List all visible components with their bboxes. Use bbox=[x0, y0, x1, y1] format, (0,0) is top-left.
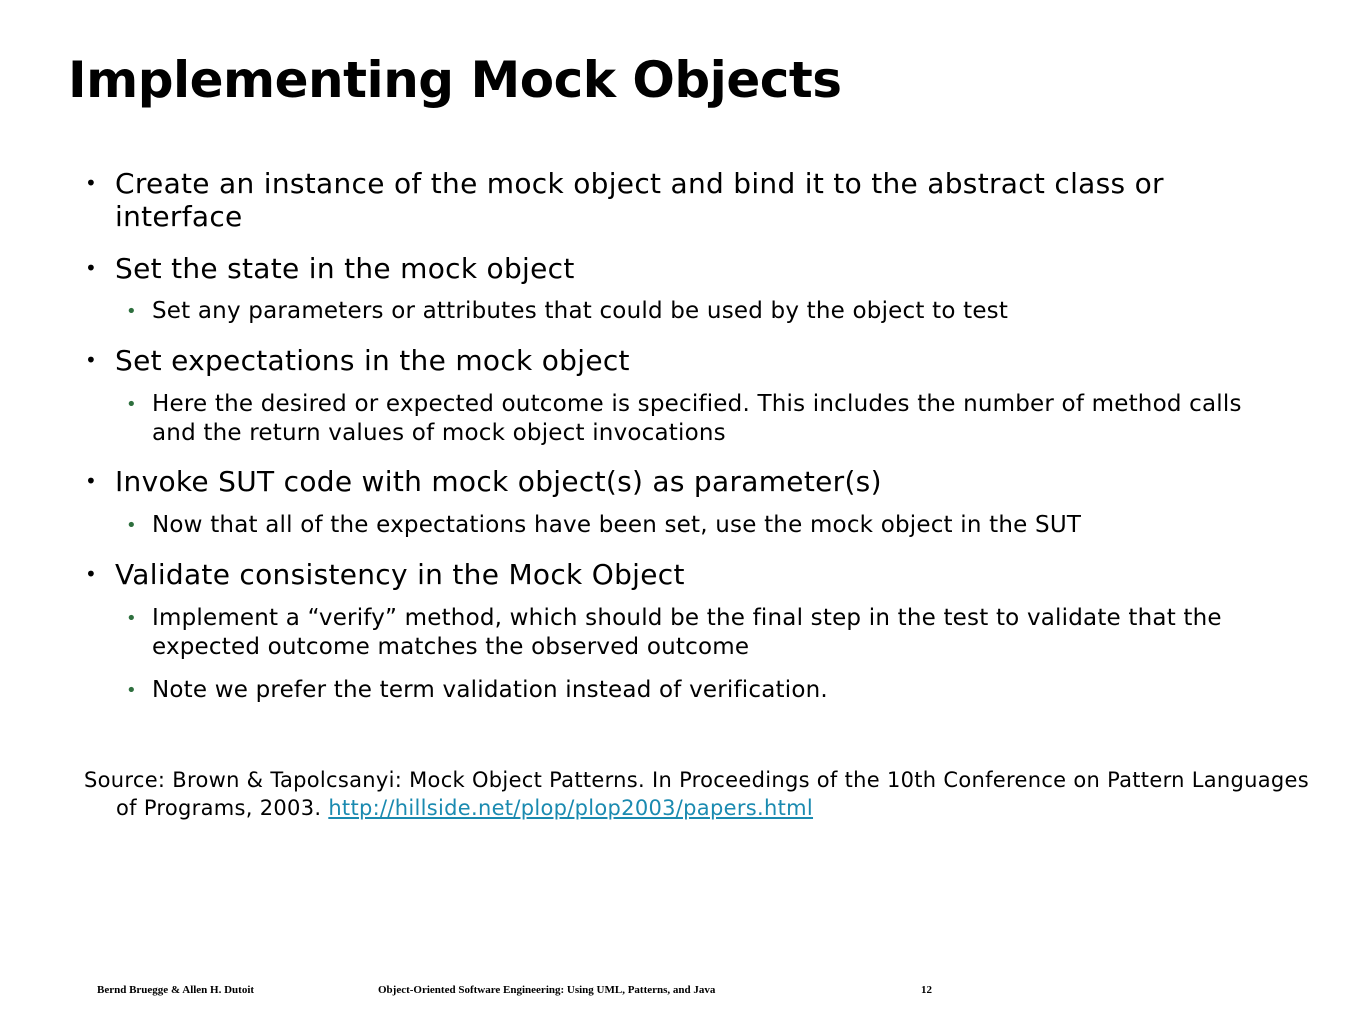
bullet-marker: • bbox=[85, 171, 98, 195]
slide-title: Implementing Mock Objects bbox=[68, 51, 842, 109]
bullet-marker: • bbox=[85, 256, 98, 280]
bullet-text: Validate consistency in the Mock Object bbox=[115, 558, 685, 591]
sub-bullet-text: Now that all of the expectations have been set, use the mock object in the SUT bbox=[152, 512, 1082, 538]
bullet-item bbox=[85, 558, 1295, 591]
source-citation bbox=[84, 766, 1336, 822]
footer-page-number: 12 bbox=[921, 984, 932, 996]
bullet-text: Set expectations in the mock object bbox=[115, 344, 630, 377]
sub-bullet-item bbox=[126, 511, 1272, 540]
sub-bullet-text: Implement a “verify” method, which should be the final step in the test to validate that the expected outcome matches the observed outcome bbox=[152, 605, 1222, 660]
bullet-item bbox=[85, 167, 1295, 233]
bullet-marker: • bbox=[85, 469, 98, 493]
sub-bullet-marker: • bbox=[126, 301, 137, 322]
source-text: Source: Brown & Tapolcsanyi: Mock Object Patterns. In Proceedings of the 10th Conference on Pattern Languages of Programs, 2003. bbox=[84, 768, 1309, 820]
sub-bullet-text: Set any parameters or attributes that could be used by the object to test bbox=[152, 298, 1009, 324]
footer-book-title: Object-Oriented Software Engineering: Using UML, Patterns, and Java bbox=[378, 984, 716, 996]
footer-authors: Bernd Bruegge & Allen H. Dutoit bbox=[97, 984, 255, 996]
sub-bullet-marker: • bbox=[126, 394, 137, 415]
sub-bullet-item bbox=[126, 604, 1272, 662]
bullet-marker: • bbox=[85, 562, 98, 586]
bullet-item bbox=[85, 465, 1295, 498]
bullet-text: Invoke SUT code with mock object(s) as parameter(s) bbox=[115, 465, 882, 498]
bullet-marker: • bbox=[85, 348, 98, 372]
sub-bullet-item bbox=[126, 676, 1272, 705]
sub-bullet-marker: • bbox=[126, 608, 137, 629]
bullet-text: Set the state in the mock object bbox=[115, 252, 575, 285]
sub-bullet-item bbox=[126, 297, 1272, 326]
bullet-item bbox=[85, 344, 1295, 377]
sub-bullet-marker: • bbox=[126, 515, 137, 536]
bullet-item bbox=[85, 252, 1295, 285]
sub-bullet-text: Note we prefer the term validation instead of verification. bbox=[152, 677, 828, 703]
bullet-text: Create an instance of the mock object and bind it to the abstract class or interface bbox=[115, 167, 1164, 233]
sub-bullet-text: Here the desired or expected outcome is specified. This includes the number of method calls and the return values of mock object invocations bbox=[152, 391, 1242, 446]
source-link[interactable]: http://hillside.net/plop/plop2003/papers.html bbox=[328, 796, 814, 820]
sub-bullet-marker: • bbox=[126, 680, 137, 701]
sub-bullet-item bbox=[126, 390, 1272, 448]
